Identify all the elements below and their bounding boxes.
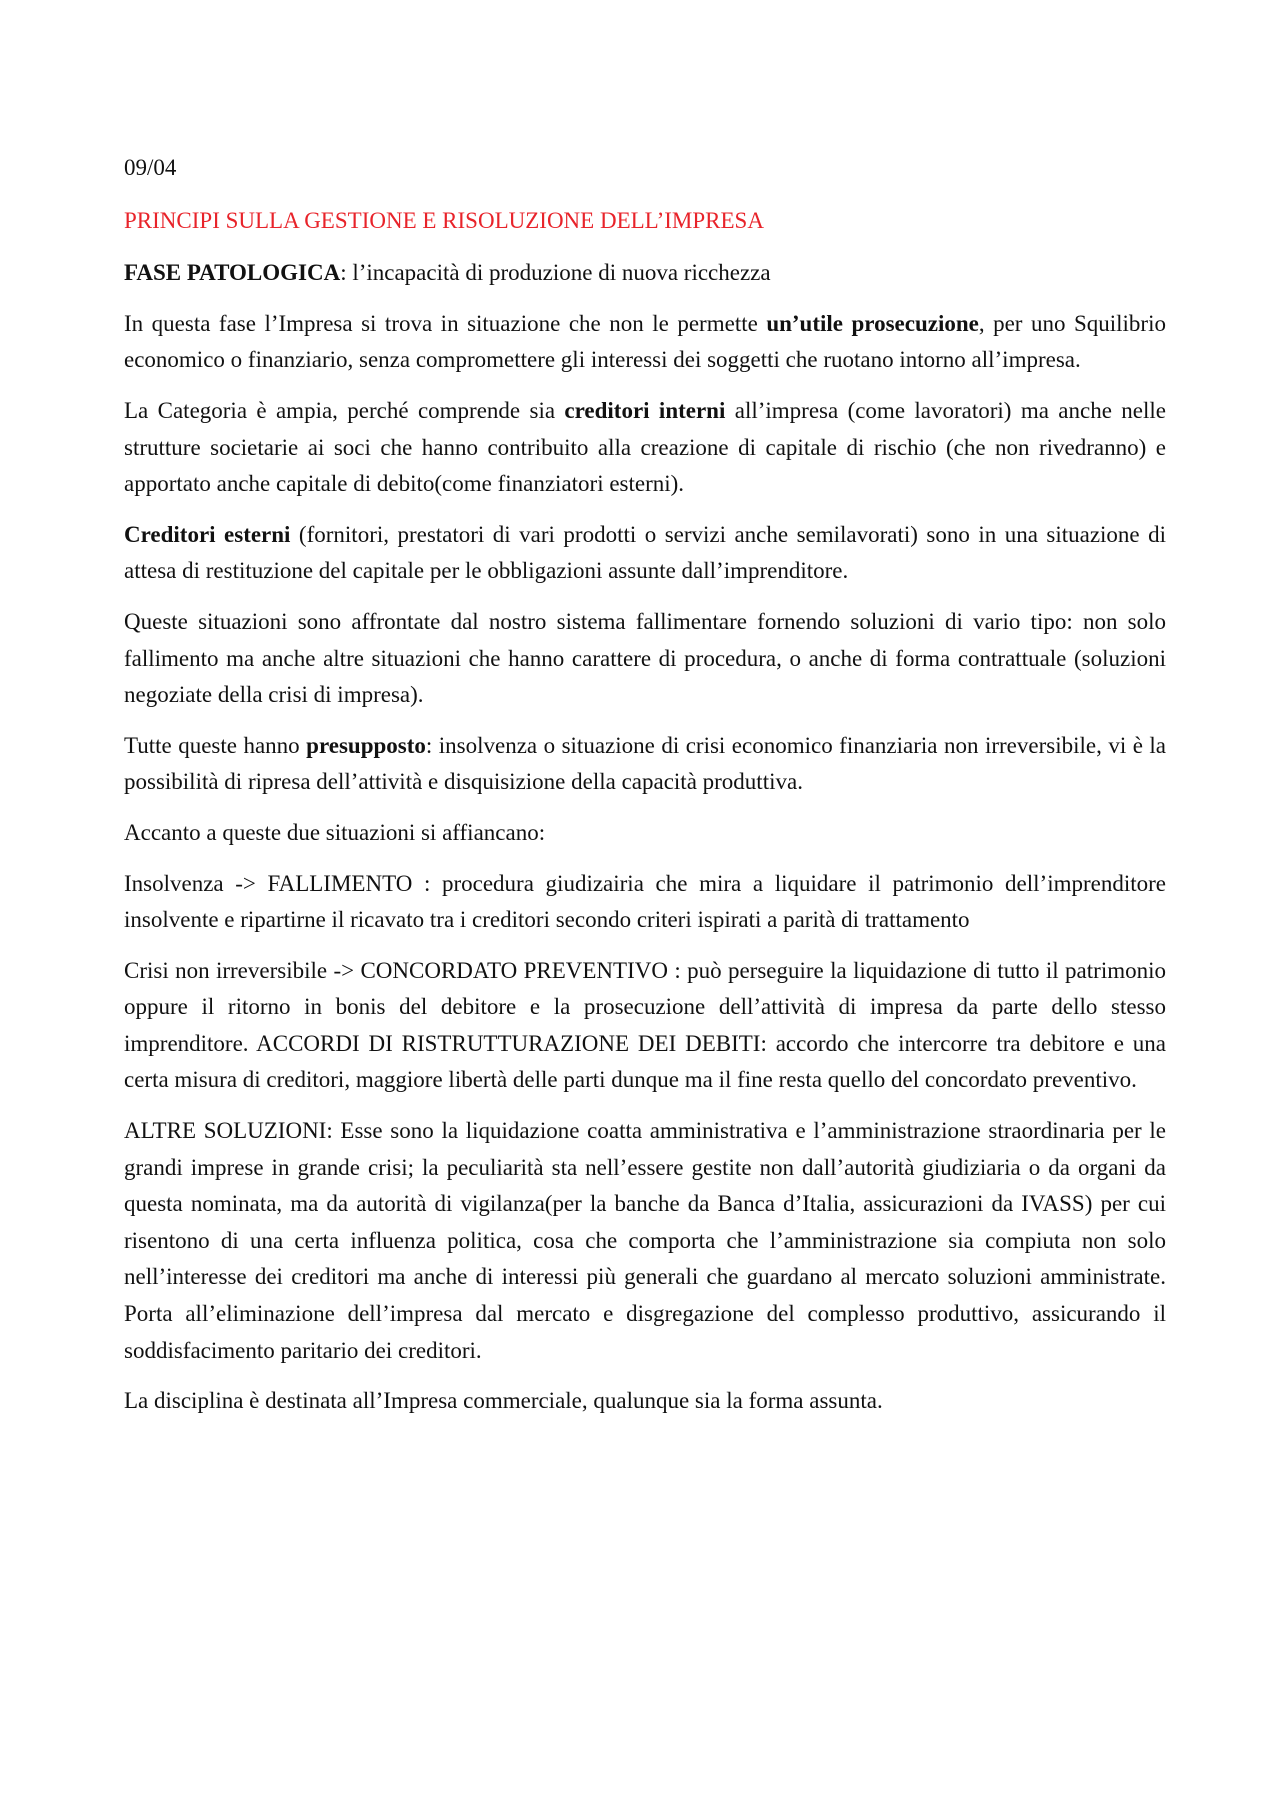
paragraph-presupposto [124,728,1166,801]
bold-term: un’utile prosecuzione [766,310,979,336]
paragraph-fallimento: Insolvenza -> FALLIMENTO : procedura giudizairia che mira a liquidare il patrimonio dell’imprenditore insolvente e ripartirne il ricavato tra i creditori secondo criteri ispirati a parità di trattamento [124,870,1166,933]
paragraph-concordato: Crisi non irreversibile -> CONCORDATO PREVENTIVO : può perseguire la liquidazione di tutto il patrimonio oppure il ritorno in bonis del debitore e la prosecuzione dell’attività di impresa da parte dello stesso imprenditore. ACCORDI DI RISTRUTTURAZIONE DEI DEBITI: accordo che intercorre tra debitore e una certa misura di creditori, maggiore libertà delle parti dunque ma il fine resta quello del concordato preventivo. [124,957,1166,1093]
paragraph-sistema-fallimentare: Queste situazioni sono affrontate dal nostro sistema fallimentare fornendo soluzioni di vario tipo: non solo fallimento ma anche altre situazioni che hanno carattere di procedura, o anche di forma contrattuale (soluzioni negoziate della crisi di impresa). [124,608,1166,708]
paragraph-text: In questa fase l’Impresa si trova in situazione che non le permette [124,310,767,336]
paragraph-text: Tutte queste hanno [124,732,307,758]
bold-term: creditori interni [564,397,726,423]
paragraph-text: , per uno Squilibrio economico o finanziario, senza compromettere gli interessi dei soggetti che ruotano intorno all’impresa. [124,310,1166,373]
paragraph-fase-patologica [124,255,1166,292]
document-title: PRINCIPI SULLA GESTIONE E RISOLUZIONE DELL’IMPRESA [124,207,764,233]
bold-term: Creditori esterni [124,521,291,547]
paragraph-text: all’impresa (come lavoratori) ma anche nelle strutture societarie ai soci che hanno contribuito alla creazione di capitale di rischio (che non rivedranno) e apportato anche capitale di debito(come finanziatori esterni). [124,397,1166,497]
document-date: 09/04 [124,155,177,180]
bold-term: FASE PATOLOGICA [124,260,341,286]
paragraph-accanto: Accanto a queste due situazioni si affiancano: [124,819,546,845]
paragraph-prosecuzione [124,306,1166,379]
paragraph-text: : insolvenza o situazione di crisi economico finanziaria non irreversibile, vi è la possibilità di ripresa dell’attività e disquisizione della capacità produttiva. [124,732,1166,795]
document-page [124,150,1166,1434]
paragraph-creditori-interni [124,393,1166,503]
paragraph-altre-soluzioni: ALTRE SOLUZIONI: Esse sono la liquidazione coatta amministrativa e l’amministrazione straordinaria per le grandi imprese in grande crisi; la peculiarità sta nell’essere gestite non dall’autorità giudiziaria o da organi da questa nominata, ma da autorità di vigilanza(per la banche da Banca d’Italia, assicurazioni da IVASS) per cui risentono di una certa influenza politica, cosa che comporta che l’amministrazione sia compiuta non solo nell’interesse dei creditori ma anche di interessi più generali che guardano al mercato soluzioni amministrate. Porta all’eliminazione dell’impresa dal mercato e disgregazione del complesso produttivo, assicurando il soddisfacimento paritario dei creditori. [124,1118,1166,1363]
bold-term: presupposto [306,732,426,758]
paragraph-text: (fornitori, prestatori di vari prodotti o servizi anche semilavorati) sono in una situazione di attesa di restituzione del capitale per le obbligazioni assunte dall’imprenditore. [124,521,1167,584]
paragraph-text: : l’incapacità di produzione di nuova ricchezza [340,260,771,286]
paragraph-creditori-esterni [124,517,1166,590]
paragraph-disciplina: La disciplina è destinata all’Impresa commerciale, qualunque sia la forma assunta. [124,1388,883,1414]
paragraph-text: La Categoria è ampia, perché comprende sia [124,397,565,423]
